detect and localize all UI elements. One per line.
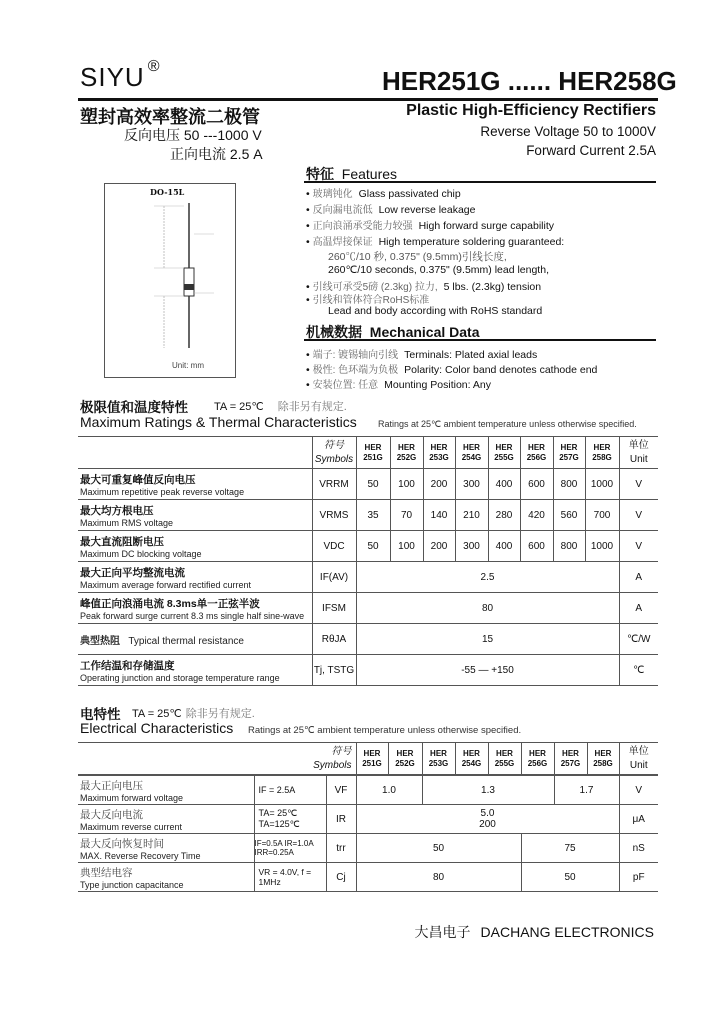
mechanical-item: • 极性: 色环端为负极 Polarity: Color band denotes cathode end — [306, 364, 598, 376]
current-cn: 正向电流 2.5 A — [170, 146, 263, 162]
value-cell: 420 — [520, 500, 553, 531]
header-unit: 单位 Unit — [619, 437, 658, 469]
value-cell: 1000 — [585, 469, 619, 500]
value-cell: 2.5 — [356, 562, 619, 593]
header-param-cell — [78, 743, 254, 775]
value-cell: 280 — [488, 500, 520, 531]
header-part: HER 257G — [553, 437, 585, 469]
symbol-cell: IFSM — [312, 593, 356, 624]
header-part: HER 252G — [388, 743, 422, 775]
param-name: 最大正向平均整流电流 Maximum average forward rectified current — [78, 562, 312, 593]
param-name: 峰值正向浪涌电流 8.3ms单一正弦半波 Peak forward surge current 8.3 ms single half sine-wave — [78, 593, 312, 624]
param-name: 工作结温和存储温度 Operating junction and storage temperature range — [78, 655, 312, 686]
header-part: HER 255G — [488, 743, 521, 775]
value-cell: 100 — [390, 469, 423, 500]
ratings-note: Ratings at 25℃ ambient temperature unless otherwise specified. — [378, 419, 637, 429]
header-part: HER 253G — [422, 743, 455, 775]
symbol-cell: trr — [326, 834, 356, 863]
param-name: 最大可重复峰值反向电压 Maximum repetitive peak reverse voltage — [78, 469, 312, 500]
electrical-body — [78, 775, 658, 892]
value-cell: 200 — [423, 531, 455, 562]
electrical-row — [78, 863, 658, 892]
ratings-condition: TA = 25℃ 除非另有规定. — [214, 401, 347, 413]
header-part: HER 255G — [488, 437, 520, 469]
value-cell: 300 — [455, 531, 488, 562]
value-cell: 800 — [553, 469, 585, 500]
param-name: 最大反向电流 Maximum reverse current — [78, 805, 254, 834]
electrical-table — [78, 742, 658, 775]
unit-cell: A — [619, 562, 658, 593]
voltage-en: Reverse Voltage 50 to 1000V — [480, 124, 656, 139]
unit-cell: V — [619, 469, 658, 500]
mechanical-heading: 机械数据 Mechanical Data — [306, 324, 480, 340]
header-part: HER 251G — [356, 743, 388, 775]
value-cell: 35 — [356, 500, 390, 531]
symbol-cell: Tj, TSTG — [312, 655, 356, 686]
brand-name: SIYU — [80, 62, 145, 92]
symbol-cell: VRRM — [312, 469, 356, 500]
value-cell: 5.0 200 — [356, 805, 619, 834]
ratings-title-en: Maximum Ratings & Thermal Characteristics — [80, 414, 357, 430]
value-cell: 800 — [553, 531, 585, 562]
ratings-row — [78, 655, 658, 686]
header-part: HER 253G — [423, 437, 455, 469]
feature-subline-en: 260℃/10 seconds, 0.375" (9.5mm) lead length, — [328, 264, 549, 276]
symbol-cell: IF(AV) — [312, 562, 356, 593]
value-cell: 700 — [585, 500, 619, 531]
param-name: 典型热阻 Typical thermal resistance — [78, 624, 312, 655]
value-cell: 75 — [521, 834, 619, 863]
param-name: 最大反向恢复时间 MAX. Reverse Recovery Time — [78, 834, 254, 863]
ratings-row — [78, 531, 658, 562]
part-number-range: HER251G ...... HER258G — [382, 66, 677, 96]
value-cell: 140 — [423, 500, 455, 531]
value-cell: 600 — [520, 531, 553, 562]
brand-logo — [80, 58, 161, 93]
feature-subline-en: Lead and body according with RoHS standard — [328, 305, 543, 317]
param-name: 最大直流阻断电压 Maximum DC blocking voltage — [78, 531, 312, 562]
value-cell: 200 — [423, 469, 455, 500]
header-symbol: 符号 Symbols — [312, 437, 356, 469]
value-cell: 50 — [356, 531, 390, 562]
electrical-title-cn: 电特性 — [80, 707, 121, 722]
package-name: DO-15L — [150, 187, 185, 197]
param-name: 典型结电容 Type junction capacitance — [78, 863, 254, 892]
electrical-row — [78, 776, 658, 805]
current-en: Forward Current 2.5A — [526, 143, 656, 158]
unit-cell: A — [619, 593, 658, 624]
feature-item: • 引线和管体符合RoHS标准 — [306, 294, 430, 306]
value-cell: 50 — [356, 469, 390, 500]
symbol-cell: IR — [326, 805, 356, 834]
value-cell: 70 — [390, 500, 423, 531]
ratings-header-row — [78, 437, 658, 469]
value-cell: 1.7 — [554, 776, 619, 805]
unit-cell: nS — [619, 834, 658, 863]
electrical-note: Ratings at 25℃ ambient temperature unless otherwise specified. — [248, 725, 522, 736]
symbol-cell: VRMS — [312, 500, 356, 531]
feature-item: • 高温焊接保证 High temperature soldering guaranteed: — [306, 236, 565, 248]
symbol-cell: VF — [326, 776, 356, 805]
ratings-row — [78, 624, 658, 655]
header-part: HER 252G — [390, 437, 423, 469]
header-part: HER 256G — [520, 437, 553, 469]
unit-cell: ℃ — [619, 655, 658, 686]
voltage-cn: 反向电压 50 ---1000 V — [124, 127, 262, 143]
value-cell: 210 — [455, 500, 488, 531]
electrical-row — [78, 834, 658, 863]
value-cell: 80 — [356, 593, 619, 624]
header-symbol: 符号 Symbols — [254, 743, 356, 775]
feature-item: • 玻璃钝化 Glass passivated chip — [306, 188, 461, 200]
value-cell: 400 — [488, 531, 520, 562]
condition-cell: VR = 4.0V, f = 1MHz — [254, 863, 326, 892]
mechanical-divider — [304, 339, 656, 341]
value-cell: 1000 — [585, 531, 619, 562]
ratings-table — [78, 436, 658, 686]
unit-cell: μA — [619, 805, 658, 834]
value-cell: 100 — [390, 531, 423, 562]
symbol-cell: Cj — [326, 863, 356, 892]
electrical-row — [78, 805, 658, 834]
ratings-row — [78, 593, 658, 624]
title-cn: 塑封高效率整流二极管 — [80, 107, 260, 127]
header-part: HER 256G — [521, 743, 554, 775]
features-heading: 特征 Features — [306, 166, 398, 182]
features-divider — [304, 181, 656, 183]
feature-subline-cn: 260℃/10 秒, 0.375" (9.5mm)引线长度, — [328, 251, 507, 263]
unit-cell: pF — [619, 863, 658, 892]
package-unit-note: Unit: mm — [172, 361, 204, 370]
mechanical-item: • 端子: 镀锡轴向引线 Terminals: Plated axial leads — [306, 349, 538, 361]
param-name: 最大正向电压 Maximum forward voltage — [78, 776, 254, 805]
header-param-cell — [78, 437, 312, 469]
symbol-cell: RθJA — [312, 624, 356, 655]
value-cell: 1.3 — [422, 776, 554, 805]
value-cell: 400 — [488, 469, 520, 500]
value-cell: 50 — [521, 863, 619, 892]
value-cell: 600 — [520, 469, 553, 500]
symbol-cell: VDC — [312, 531, 356, 562]
header-part: HER 258G — [587, 743, 619, 775]
package-diagram — [104, 198, 234, 358]
footer-company: 大昌电子 DACHANG ELECTRONICS — [414, 924, 654, 940]
value-cell: 15 — [356, 624, 619, 655]
unit-cell: ℃/W — [619, 624, 658, 655]
header-divider — [78, 98, 658, 101]
value-cell: -55 — +150 — [356, 655, 619, 686]
param-name: 最大均方根电压 Maximum RMS voltage — [78, 500, 312, 531]
condition-cell: TA= 25℃ TA=125℃ — [254, 805, 326, 834]
registered-mark: ® — [147, 58, 161, 75]
electrical-condition: TA = 25℃ 除非另有规定. — [132, 708, 255, 720]
value-cell: 1.0 — [356, 776, 422, 805]
mechanical-item: • 安装位置: 任意 Mounting Position: Any — [306, 379, 491, 391]
header-part: HER 257G — [554, 743, 587, 775]
header-part: HER 258G — [585, 437, 619, 469]
ratings-row — [78, 469, 658, 500]
feature-item: • 引线可承受5磅 (2.3kg) 拉力, 5 lbs. (2.3kg) tension — [306, 281, 542, 293]
unit-cell: V — [619, 500, 658, 531]
value-cell: 560 — [553, 500, 585, 531]
header-unit: 单位 Unit — [619, 743, 658, 775]
ratings-title-cn: 极限值和温度特性 — [80, 400, 188, 415]
ratings-row — [78, 500, 658, 531]
electrical-title-en: Electrical Characteristics — [80, 720, 234, 736]
condition-cell: IF=0.5A IR=1.0A IRR=0.25A — [254, 834, 326, 863]
value-cell: 50 — [356, 834, 521, 863]
header-part: HER 254G — [455, 743, 488, 775]
value-cell: 80 — [356, 863, 521, 892]
condition-cell: IF = 2.5A — [254, 776, 326, 805]
unit-cell: V — [619, 776, 658, 805]
title-en: Plastic High-Efficiency Rectifiers — [406, 102, 656, 119]
unit-cell: V — [619, 531, 658, 562]
feature-item: • 反向漏电流低 Low reverse leakage — [306, 204, 476, 216]
ratings-row — [78, 562, 658, 593]
header-part: HER 251G — [356, 437, 390, 469]
value-cell: 300 — [455, 469, 488, 500]
electrical-header-row — [78, 743, 658, 775]
header-part: HER 254G — [455, 437, 488, 469]
feature-item: • 正向浪涌承受能力较强 High forward surge capability — [306, 220, 554, 232]
